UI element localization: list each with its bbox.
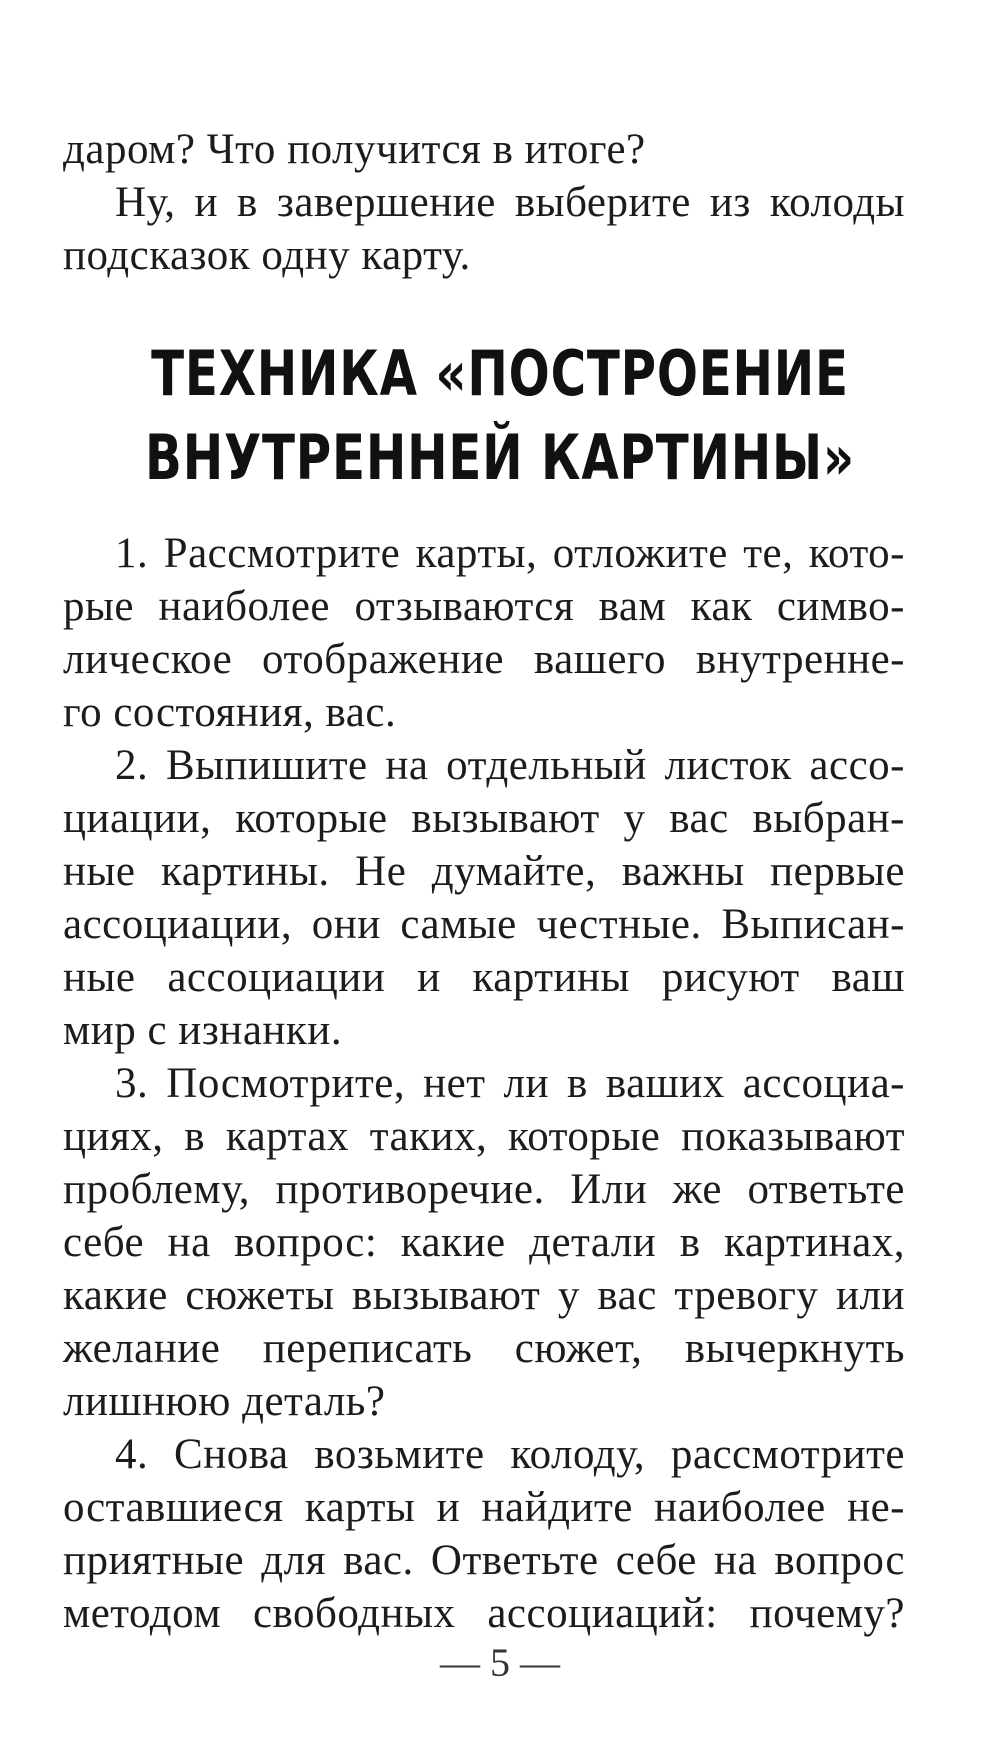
text-line: Ну, и в завершение выберите из колоды (115, 179, 905, 226)
text-line: 2. Выпишите на отдельный листок ассо- (115, 742, 905, 789)
step-3 (63, 1057, 905, 1428)
intro-paragraphs (63, 123, 905, 282)
step-4 (63, 1428, 905, 1640)
step-1 (63, 527, 905, 739)
text-line: 4. Снова возьмите колоду, рассмотрите (115, 1431, 905, 1478)
section-heading (110, 332, 890, 500)
text-line: методом свободных ассоциаций: почему? (63, 1590, 905, 1637)
text-line: го состояния, вас. (63, 689, 397, 736)
text-line: подсказок одну карту. (63, 232, 471, 279)
text-line: рые наиболее отзываются вам как симво- (63, 583, 905, 630)
text-line: циации, которые вызывают у вас выбран- (63, 795, 905, 842)
text-line: ассоциации, они самые честные. Выписан- (63, 901, 905, 948)
text-line: проблему, противоречие. Или же ответьте (63, 1166, 905, 1213)
heading-line: ВНУТРЕННЕЙ КАРТИНЫ» (145, 421, 855, 494)
heading-line: ТЕХНИКА «ПОСТРОЕНИЕ (151, 337, 849, 410)
numbered-steps (63, 527, 905, 1640)
text-line: ные ассоциации и картины рисуют ваш (63, 954, 905, 1001)
text-line: 3. Посмотрите, нет ли в ваших ассоциа- (115, 1060, 905, 1107)
page-number: — 5 — (440, 1640, 560, 1685)
text-line: оставшиеся карты и найдите наиболее не- (63, 1484, 905, 1531)
text-line: 1. Рассмотрите карты, отложите те, кото- (115, 530, 905, 577)
text-line: лическое отображение вашего внутренне- (63, 636, 905, 683)
text-line: желание переписать сюжет, вычеркнуть (63, 1325, 905, 1372)
text-line: приятные для вас. Ответьте себе на вопрос (63, 1537, 905, 1584)
text-line: ные картины. Не думайте, важны первые (63, 848, 905, 895)
text-line: мир с изнанки. (63, 1007, 343, 1054)
text-line: даром? Что получится в итоге? (63, 126, 646, 173)
step-2 (63, 739, 905, 1057)
text-line: лишнюю деталь? (63, 1378, 386, 1425)
text-line: какие сюжеты вызывают у вас тревогу или (63, 1272, 905, 1319)
text-line: себе на вопрос: какие детали в картинах, (63, 1219, 905, 1266)
text-line: циях, в картах таких, которые показывают (63, 1113, 905, 1160)
